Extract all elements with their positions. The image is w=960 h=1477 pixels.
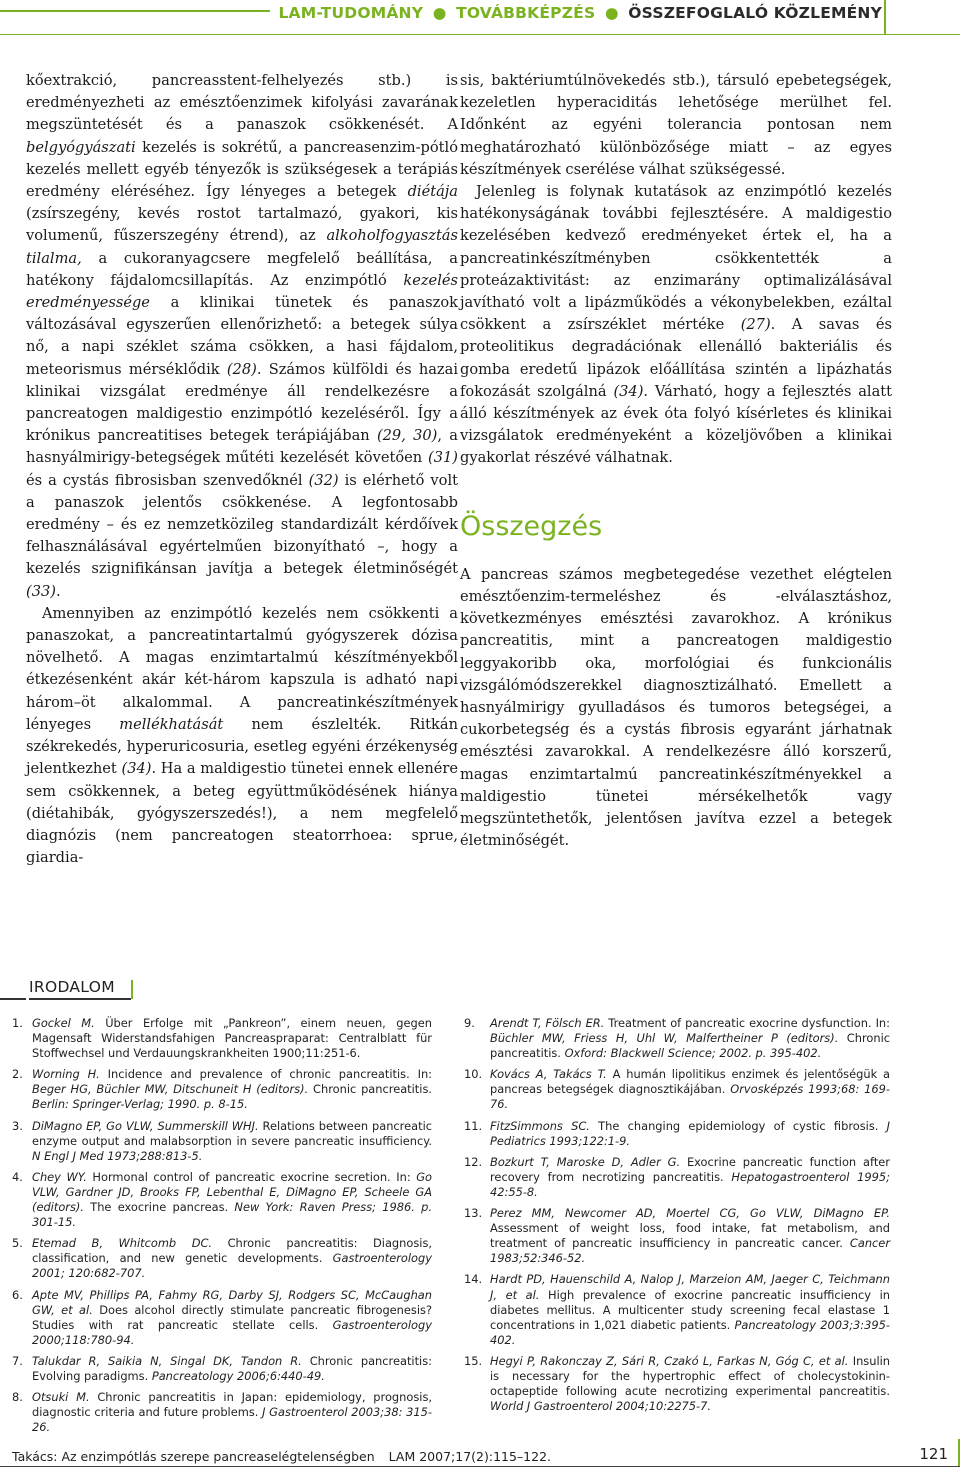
references-title: IRODALOM [29,978,115,996]
right-column [460,70,892,853]
reference-title: Chronic pancreatitis: Evolving paradigms. [32,1353,432,1383]
header-segment-1: LAM-TUDOMÁNY [278,4,424,22]
reference-number: 2. [12,1067,23,1082]
running-header [0,0,960,35]
reference-number: 5. [12,1236,23,1251]
reference-item [464,1016,891,1061]
reference-authors: Hegyi P, Rakonczay Z, Sári R, Czakó L, Farkas N, Góg C, et al. [490,1353,849,1368]
summary-heading: Összegzés [460,510,603,542]
reference-title: Hormonal control of pancreatic exocrine secretion. In: [86,1169,417,1184]
summary-paragraph: A pancreas számos megbetegedése vezethet elégtelen emésztőenzim-termeléshez és -elválasztáshoz, következményes emésztési zavarokhoz. A krónikus pancreatitis, mint a pancreatogen maldigestio leggyakoribb oka, morfológiai és funkcionális vizsgálómódszerekkel diagnosztizálható. Emellett a hasnyálmirigy gyulladásos és tumoros betegségei, a cukorbetegség és a cystás fibrosis egyaránt járhatnak emésztési zavarokkal. A rendelkezésre álló korszerű, magas enzimtartalmú pancreatinkészítményekkel a maldigestio tünetei mérsékelhetők vagy megszüntethetők, jelentősen javítva ezzel a betegek életminőségét. [460,565,892,850]
reference-number: 13. [464,1206,483,1221]
reference-title: The changing epidemiology of cystic fibrosis. [589,1118,887,1133]
reference-item [12,1067,432,1112]
header-segment-3: ÖSSZEFOGLALÓ KÖZLEMÉNY [628,4,882,22]
reference-item [464,1206,890,1266]
reference-title: Chronic pancreatitis in Japan: epidemiology, prognosis, diagnostic criteria and future problems. [32,1390,433,1420]
reference-number: 10. [464,1067,483,1082]
reference-number: 6. [12,1287,23,1302]
references-list-right [464,1016,891,1420]
reference-source: N Engl J Med 1973;288:813-5. [32,1148,203,1163]
bullet-icon: ● [604,4,619,22]
bullet-icon: ● [432,4,447,22]
header-corner-mark [884,0,886,34]
reference-authors: FitzSimmons SC. [490,1118,590,1133]
page-number: 121 [919,1445,948,1463]
reference-source: Pancreatology 2006;6:440-49. [151,1368,325,1383]
reference-number: 3. [12,1118,23,1133]
reference-title-2: Chronic pancreatitis. [308,1082,432,1097]
body-paragraph: Jelenleg is folynak kutatások az enzimpótló kezelés hatékonyságának további fejlesztésére. A maldigestio kezelésében kedvező eredményeket értek el, ha a pancreatinkészítményben csökkentették a proteázaktivitást: az enzimarány optimalizálásával javítható volt a lipázműködés a vékonybelekben, ezáltal csökkent a zsírszéklet mértéke (27). A savas és proteolitikus degradációnak ellenálló bakteriális és gomba eredetű lipázok előállítása szintén a lipázhatás fokozását szolgálná (34). Várható, hogy a fejlesztés alatt álló készítmények az évek óta folyó kísérletes és klinikai vizsgálatok eredményeként a közeljövőben a klinikai gyakorlat részévé válhatnak. [460,183,892,467]
reference-title: Exocrine pancreatic function after recovery from necrotizing pancreatitis. [490,1154,890,1184]
reference-item [464,1154,890,1200]
page-footer [0,1439,960,1477]
reference-source-2: Oxford: Blackwell Science; 2002. p. 395-402. [564,1046,822,1061]
references-underline [29,998,131,1000]
footer-journal: LAM 2007;17(2):115–122. [388,1449,552,1464]
reference-item [464,1272,890,1347]
reference-source: Pancreatology 2003;3:395-402. [490,1317,890,1347]
reference-authors: Gockel M. [32,1016,95,1030]
header-rule [0,10,270,12]
reference-item [464,1118,891,1149]
reference-number: 15. [464,1353,483,1368]
reference-authors: Chey WY. [32,1169,87,1184]
reference-authors: Apte MV, Phillips PA, Fahmy RG, Darby SJ, Rodgers SC, McCaughan GW, et al. [32,1287,432,1317]
reference-number: 14. [464,1272,483,1287]
reference-authors: Hardt PD, Hauenschild A, Nalop J, Marzeion AM, Jaeger C, Teichmann J, et al. [490,1272,890,1302]
reference-item [12,1236,432,1281]
reference-source: J Pediatrics 1993;122:1-9. [490,1118,891,1148]
reference-number: 1. [12,1016,23,1030]
reference-title: Relations between pancreatic enzyme output and malabsorption in severe pancreatic insufficiency. [32,1118,432,1148]
reference-source: J Gastroenterol 2003;38: 315-26. [32,1405,433,1435]
reference-number: 12. [464,1154,483,1169]
left-column [26,70,458,869]
reference-source: Cancer 1983;52:346-52. [490,1236,890,1266]
reference-authors: Etemad B, Whitcomb DC. [32,1236,213,1251]
reference-title: Insulin is necessary for the hypertrophic effect of cholecystokinin-octapeptide following acute necrotizing experimental pancreatitis. [490,1353,890,1399]
references-rule [0,998,26,1000]
reference-item [12,1170,432,1230]
reference-title: Does alcohol directly stimulate pancreatic fibrogenesis? Studies with rat pancreatic stellate cells. [32,1302,432,1332]
reference-title: Treatment of pancreatic exocrine dysfunction. In: [604,1016,890,1030]
footer-citation [12,1449,551,1464]
reference-title: High prevalence of exocrine pancreatic insufficiency in diabetes mellitus. A multicenter study screening fecal elastase 1 concentrations in 1,021 diabetic patients. [490,1287,890,1332]
reference-authors: Arendt T, Fölsch ER. [490,1016,605,1030]
reference-item [464,1067,890,1112]
reference-title: Assessment of weight loss, food intake, fat metabolism, and treatment of pancreatic insufficiency in pancreatic cancer. [490,1221,890,1251]
reference-title: Chronic pancreatitis: Diagnosis, classification, and new genetic developments. [32,1236,433,1266]
section-heading [278,4,882,22]
reference-authors: Kovács A, Takács T. [490,1067,607,1082]
references-header [0,978,960,1008]
reference-title: Incidence and prevalence of chronic pancreatitis. In: [99,1067,432,1082]
reference-authors: DiMagno EP, Go VLW, Summerskill WHJ. [32,1118,259,1133]
reference-number: 7. [12,1353,23,1368]
reference-source: Orvosképzés 1993;68: 169-76. [490,1082,890,1112]
reference-number: 11. [464,1118,483,1133]
reference-title: Über Erfolge mit „Pankreon”, einem neuen, gegen Magensaft Widerstandsfahigen Pancreaspraparat: Centralblatt für Stoffwechsel und Verdauungskrankheiten 1900;11:251-6. [32,1016,432,1061]
body-paragraph: kőextrakció, pancreasstent-felhelyezés stb.) is eredményezheti az emésztőenzimek kifolyási zavarának megszüntetését és a panaszok csökkenését. A belgyógyászati kezelés is sokrétű, a pancreasenzim-pótló kezelés mellett egyéb tényezők is szükségesek a terápiás eredmény eléréséhez. Így lényeges a betegek diétája (zsírszegény, kevés rostot tartalmazó, gyakori, kis volumenű, fűszerszegény étrend), az alkoholfogyasztás tilalma, a cukoranyagcsere megfelelő beállítása, a hatékony fájdalomcsillapítás. Az enzimpótló kezelés eredményessége a klinikai tünetek és panaszok változásával egyszerűen ellenőrizhető: a betegek súlya nő, a napi széklet száma csökken, a hasi fájdalom, meteorismus mérséklődik (28). Számos külföldi és hazai klinikai vizsgálat eredménye áll rendelkezésre a pancreatogen maldigestio enzimpótló kezeléséről. Így a krónikus pancreatitises betegek terápiájában (29, 30), a hasnyálmirigy-betegségek műtéti kezelését követően (31) és a cystás fibrosisban szenvedőknél (32) is elérhető volt a panaszok jelentős csökkenése. A legfontosabb eredmény – és ez nemzetközileg standardizált kérdőívek felhasználásával egyértelműen bizonyítható –, hogy a kezelés szignifikánsan javítja a betegek életminőségét (33). [26,72,458,600]
references-bracket-mark [131,980,133,999]
reference-item [12,1354,432,1384]
reference-item [12,1390,432,1435]
reference-source: Gastroenterology 2000;118:780-94. [32,1317,432,1347]
reference-source-2: New York: Raven Press; 1986. p. 301-15. [32,1200,432,1230]
body-paragraph: Amennyiben az enzimpótló kezelés nem csökkenti a panaszokat, a pancreatintartalmú gyógyszerek dózisa növelhető. A magas enzimtartalmú készítményekből étkezésenként akár két-három kapszula is adható napi három–öt alkalommal. A pancreatinkészítmények lényeges mellékhatását nem észlelték. Ritkán székrekedés, hyperuricosuria, esetleg egyéni érzékenység jelentkezhet (34). Ha a maldigestio tünetei ennek ellenére sem csökkennek, a beteg együttműködésének hiánya (diétahibák, gyógyszerszedés!), a nem megfelelő diagnózis (nem pancreatogen steatorrhoea: sprue, giardia- [26,604,459,867]
reference-source: Go VLW, Gardner JD, Brooks FP, Lebenthal E, DiMagno EP, Scheele GA (editors). [32,1169,433,1215]
body-paragraph: sis, baktériumtúlnövekedés stb.), társuló epebetegségek, kezeletlen hyperaciditás lehetősége merülhet fel. Időnként az egyéni tolerancia pontosan nem meghatározható különbözősége miatt – az egyes készítmények cserélése válhat szükségessé. [460,72,892,178]
reference-item [12,1288,432,1348]
reference-authors: Otsuki M. [32,1390,90,1405]
reference-source: Hepatogastroenterol 1995; 42:55-8. [490,1169,890,1199]
reference-number: 9. [464,1016,475,1030]
reference-authors: Bozkurt T, Maroske D, Adler G. [490,1154,681,1169]
reference-title: A humán lipolitikus enzimek és jelentőségük a pancreas betegségek diagnosztikájában. [490,1067,890,1097]
reference-title-2: The exocrine pancreas. [83,1200,235,1215]
reference-number: 8. [12,1390,23,1405]
reference-item [464,1353,890,1414]
reference-authors: Talukdar R, Saikia N, Singal DK, Tandon R. [32,1353,302,1368]
reference-source-2: Berlin: Springer-Verlag; 1990. p. 8-15. [32,1097,248,1112]
header-segment-2: TOVÁBBKÉPZÉS [456,4,596,22]
reference-number: 4. [12,1169,23,1184]
reference-source: World J Gastroenterol 2004;10:2275-7. [490,1399,712,1414]
reference-authors: Worning H. [32,1067,100,1082]
reference-source: Beger HG, Büchler MW, Ditschuneit H (editors). [32,1082,309,1097]
reference-item [12,1119,432,1164]
reference-authors: Perez MM, Newcomer AD, Moertel CG, Go VLW, DiMagno EP. [490,1206,890,1221]
reference-item [12,1016,432,1061]
footer-article-title: Takács: Az enzimpótlás szerepe pancreaselégtelenségben [12,1449,375,1464]
reference-title-2: Chronic pancreatitis. [490,1031,891,1061]
reference-source: Gastroenterology 2001; 120:682-707. [32,1251,432,1281]
references-list-left [12,1016,432,1441]
footer-rule [0,1466,960,1467]
reference-source: Büchler MW, Friess H, Uhl W, Malfertheiner P (editors). [490,1031,839,1046]
